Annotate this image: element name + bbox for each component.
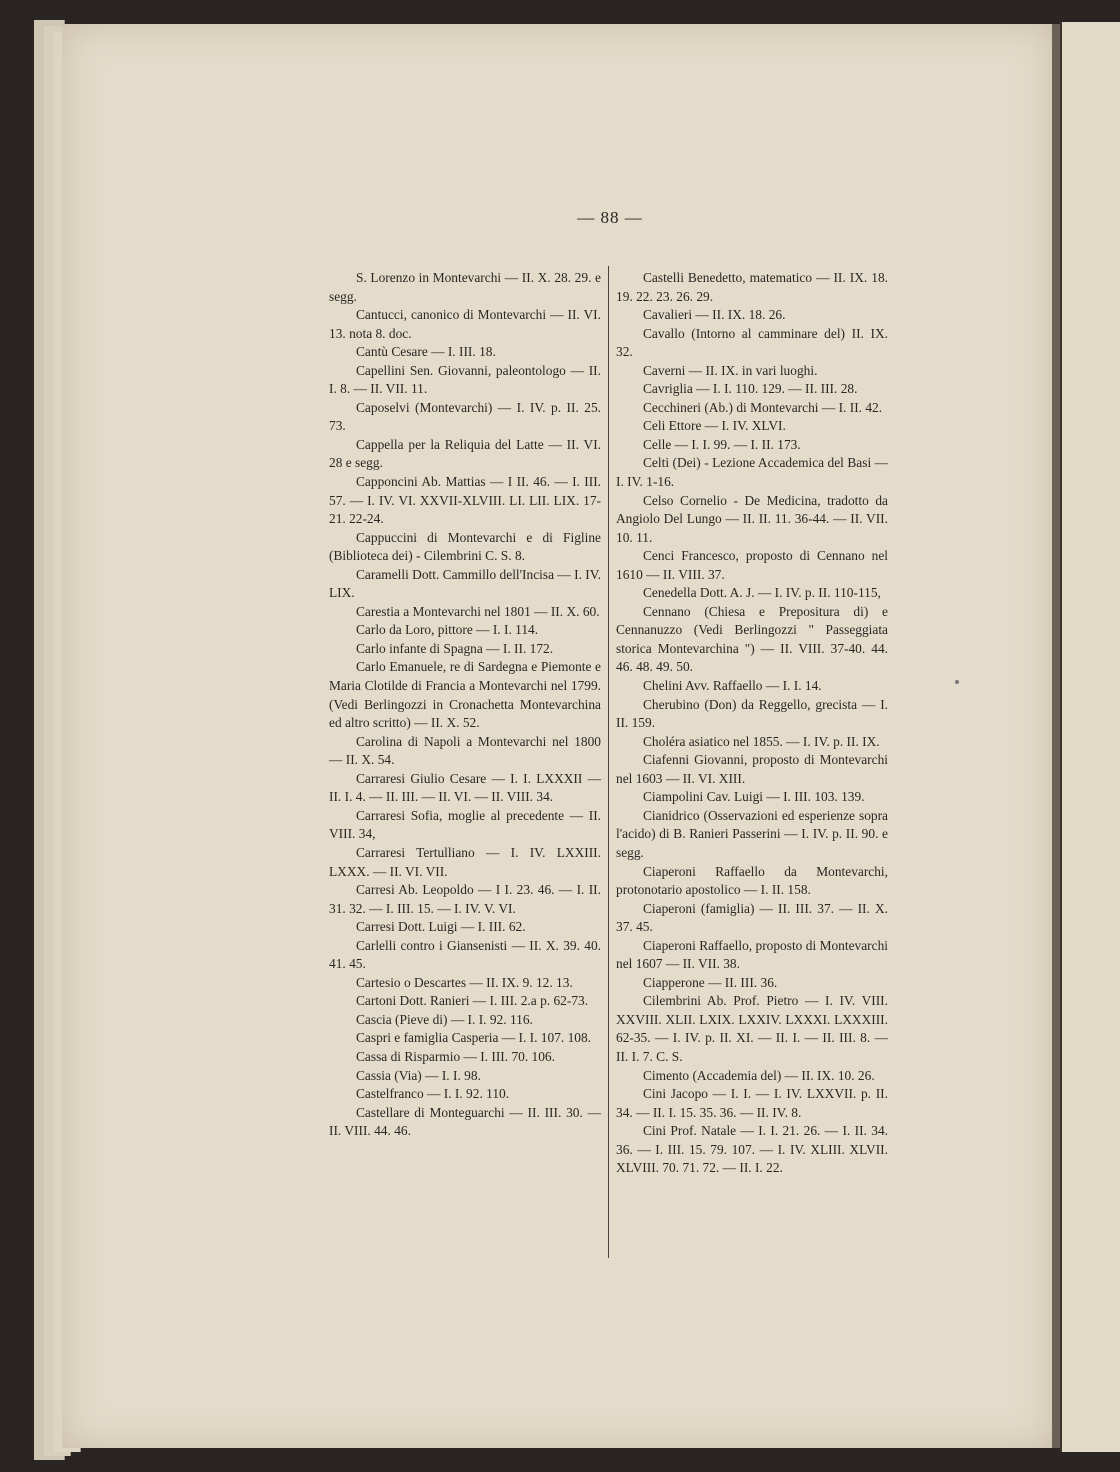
index-entry: Carlo Emanuele, re di Sardegna e Piemonte e Maria Clotilde di Francia a Montevarchi nel 1799. (Vedi Berlingozzi in Cronachetta Montevarchina ed altro scritto) — II. X. 52.: [329, 659, 601, 731]
index-entry: Cascia (Pieve di) — I. I. 92. 116.: [356, 1011, 533, 1027]
index-entry: Ciaperoni Raffaello, proposto di Montevarchi nel 1607 — II. VII. 38.: [616, 937, 888, 972]
index-entry: Cianidrico (Osservazioni ed esperienze sopra l'acido) di B. Ranieri Passerini — I. IV. p. II. 90. e segg.: [616, 807, 888, 860]
index-entry: Celi Ettore — I. IV. XLVI.: [643, 418, 786, 434]
index-entry: Castelfranco — I. I. 92. 110.: [356, 1086, 510, 1102]
index-entry: Cavalieri — II. IX. 18. 26.: [643, 307, 786, 323]
index-entry: Cherubino (Don) da Reggello, grecista — I. II. 159.: [616, 696, 888, 731]
index-entry: Cilembrini Ab. Prof. Pietro — I. IV. VIII. XXVIII. XLII. LXIX. LXXIV. LXXXI. LXXXIII. 62-35. — I. IV. p. II. XI. — II. I. — II. III. 8. — II. I. 7. C. S.: [616, 993, 888, 1064]
index-entry: Cini Jacopo — I. I. — I. IV. LXXVII. p. II. 34. — II. I. 15. 35. 36. — II. IV. 8.: [616, 1086, 888, 1120]
index-entry: Cavriglia — I. I. 110. 129. — II. III. 28.: [643, 381, 858, 397]
index-column-right: [616, 269, 888, 1178]
index-entry: Carresi Ab. Leopoldo — I I. 23. 46. — I. II. 31. 32. — I. III. 15. — I. IV. V. VI.: [329, 882, 601, 916]
index-entry: Carlelli contro i Giansenisti — II. X. 39. 40. 41. 45.: [329, 937, 601, 972]
index-entry: Cappuccini di Montevarchi e di Figline (Biblioteca dei) - Cilembrini C. S. 8.: [329, 529, 601, 564]
index-entry: Cavallo (Intorno al camminare del) II. IX. 32.: [616, 325, 888, 360]
index-entry: S. Lorenzo in Montevarchi — II. X. 28. 29. e segg.: [329, 270, 601, 304]
index-entry: Carraresi Tertulliano — I. IV. LXXIII. LXXX. — II. VI. VII.: [329, 844, 601, 879]
index-entry: Cartesio o Descartes — II. IX. 9. 12. 13.: [356, 974, 573, 990]
index-entry: Capellini Sen. Giovanni, paleontologo — II. I. 8. — II. VII. 11.: [329, 362, 601, 397]
index-entry: Ciapperone — II. III. 36.: [643, 974, 778, 990]
index-entry: Carestia a Montevarchi nel 1801 — II. X. 60.: [356, 603, 600, 619]
index-entry: Cassia (Via) — I. I. 98.: [356, 1067, 481, 1083]
index-entry: Cappella per la Reliquia del Latte — II. VI. 28 e segg.: [329, 436, 601, 471]
index-entry: Caverni — II. IX. in vari luoghi.: [643, 362, 818, 378]
index-entry: Cantucci, canonico di Montevarchi — II. VI. 13. nota 8. doc.: [329, 307, 601, 341]
column-divider: [608, 266, 609, 1258]
index-entry: Caramelli Dott. Cammillo dell'Incisa — I. IV. LIX.: [329, 566, 602, 601]
index-entry: Cecchineri (Ab.) di Montevarchi — I. II. 42.: [643, 399, 883, 415]
index-entry: Cennano (Chiesa e Prepositura di) e Cennanuzzo (Vedi Berlingozzi " Passeggiata storica Montevarchina ") — II. VIII. 37-40. 44. 46. 48. 49. 50.: [616, 603, 888, 675]
index-entry: Carraresi Giulio Cesare — I. I. LXXXII — II. I. 4. — II. III. — II. VI. — II. VIII. 34.: [329, 770, 601, 805]
paper-speck: [955, 680, 959, 684]
page-number: — 88 —: [577, 208, 643, 227]
index-entry: Carlo da Loro, pittore — I. I. 114.: [356, 622, 539, 638]
index-entry: Carolina di Napoli a Montevarchi nel 1800 — II. X. 54.: [329, 733, 601, 768]
index-entry: Castelli Benedetto, matematico — II. IX. 18. 19. 22. 23. 26. 29.: [616, 270, 888, 304]
index-entry: Castellare di Monteguarchi — II. III. 30. — II. VIII. 44. 46.: [329, 1104, 601, 1139]
index-entry: Capponcini Ab. Mattias — I II. 46. — I. III. 57. — I. IV. VI. XXVII-XLVIII. LI. LII. LIX. 17-21. 22-24.: [329, 474, 601, 527]
index-entry: Cantù Cesare — I. III. 18.: [356, 344, 496, 360]
index-entry: Carraresi Sofia, moglie al precedente — II. VIII. 34,: [329, 807, 601, 842]
index-entry: Ciaperoni (famiglia) — II. III. 37. — II. X. 37. 45.: [616, 900, 888, 935]
index-entry: Carlo infante di Spagna — I. II. 172.: [356, 640, 554, 656]
index-entry: Cartoni Dott. Ranieri — I. III. 2.a p. 62-73.: [356, 993, 589, 1009]
index-entry: Choléra asiatico nel 1855. — I. IV. p. II. IX.: [643, 733, 880, 749]
index-entry: Ciampolini Cav. Luigi — I. III. 103. 139.: [643, 789, 865, 805]
index-entry: Cassa di Risparmio — I. III. 70. 106.: [356, 1048, 555, 1064]
index-entry: Cenci Francesco, proposto di Cennano nel 1610 — II. VIII. 37.: [616, 548, 888, 582]
facing-page-edge: [1060, 22, 1120, 1452]
index-entry: Caspri e famiglia Casperia — I. I. 107. 108.: [356, 1030, 592, 1046]
index-entry: Carresi Dott. Luigi — I. III. 62.: [356, 919, 526, 935]
index-entry: Celso Cornelio - De Medicina, tradotto da Angiolo Del Lungo — II. II. 11. 36-44. — II. VII. 10. 11.: [616, 492, 888, 545]
index-entry: Caposelvi (Montevarchi) — I. IV. p. II. 25. 73.: [329, 399, 601, 434]
index-column-left: [329, 269, 601, 1141]
index-entry: Ciafenni Giovanni, proposto di Montevarchi nel 1603 — II. VI. XIII.: [616, 752, 888, 786]
index-entry: Cenedella Dott. A. J. — I. IV. p. II. 110-115,: [643, 585, 881, 601]
index-entry: Celti (Dei) - Lezione Accademica del Basi — I. IV. 1-16.: [616, 455, 888, 490]
index-entry: Celle — I. I. 99. — I. II. 173.: [643, 436, 801, 452]
index-entry: Ciaperoni Raffaello da Montevarchi, protonotario apostolico — I. II. 158.: [616, 863, 888, 898]
index-entry: Cini Prof. Natale — I. I. 21. 26. — I. II. 34. 36. — I. III. 15. 79. 107. — I. IV. XLIII. XLVII. XLVIII. 70. 71. 72. — II. I. 22.: [616, 1123, 888, 1176]
index-entry: Chelini Avv. Raffaello — I. I. 14.: [643, 678, 822, 694]
index-entry: Cimento (Accademia del) — II. IX. 10. 26.: [643, 1067, 875, 1083]
